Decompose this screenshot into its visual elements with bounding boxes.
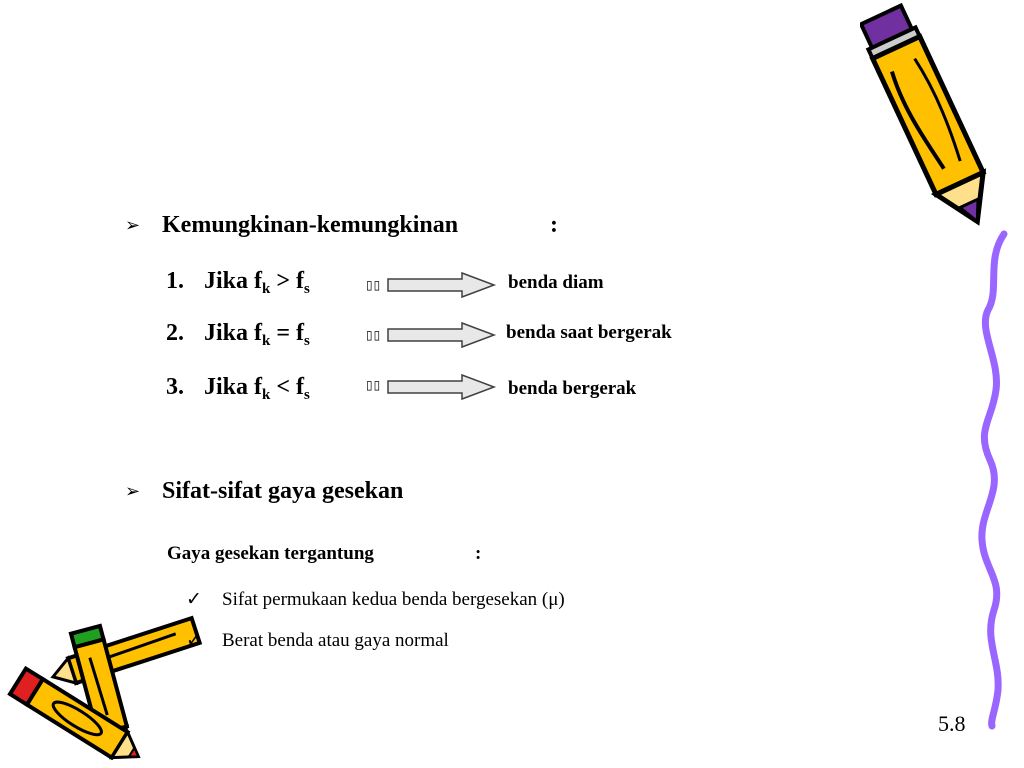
condition-item-2: 2. Jika $f_k = f_s$ <box>166 320 310 349</box>
checklist-item-1: ✓ Sifat permukaan kedua benda bergesekan (μ) <box>186 589 565 610</box>
bullet-arrow-icon: ➢ <box>125 215 141 235</box>
condition-item-1: 1. Jika $f_k > f_s$ <box>166 268 310 297</box>
check-icon: ✓ <box>186 630 202 651</box>
decorative-squiggle-line <box>960 230 1020 730</box>
section1-colon: : <box>550 212 558 238</box>
section2-sub-colon: : <box>475 543 482 564</box>
pencil-clipart-top-right <box>860 0 1000 245</box>
condition-result-3: benda bergerak <box>508 378 637 399</box>
implies-arrow-icon-2 <box>386 321 498 349</box>
implies-arrow-icon-3 <box>386 373 498 401</box>
placeholder-glyph-3: ▯▯ <box>366 378 382 392</box>
section2-heading: Sifat-sifat gaya gesekan <box>162 478 404 504</box>
section1-heading: Kemungkinan-kemungkinan <box>162 212 459 238</box>
placeholder-glyph-1: ▯▯ <box>366 278 382 292</box>
condition-result-2: benda saat bergerak <box>506 322 672 343</box>
condition-item-3: 3. Jika $f_k < f_s$ <box>166 374 310 403</box>
section2-sub-heading: Gaya gesekan tergantung <box>167 543 374 564</box>
placeholder-glyph-2: ▯▯ <box>366 328 382 342</box>
check-icon: ✓ <box>186 589 202 610</box>
bullet-arrow-icon: ➢ <box>125 481 141 501</box>
pencils-clipart-bottom-left <box>0 615 210 760</box>
implies-arrow-icon-1 <box>386 271 498 299</box>
condition-result-1: benda diam <box>508 272 604 293</box>
page-number: 5.8 <box>938 711 966 736</box>
checklist-item-2: ✓ Berat benda atau gaya normal <box>186 630 449 651</box>
